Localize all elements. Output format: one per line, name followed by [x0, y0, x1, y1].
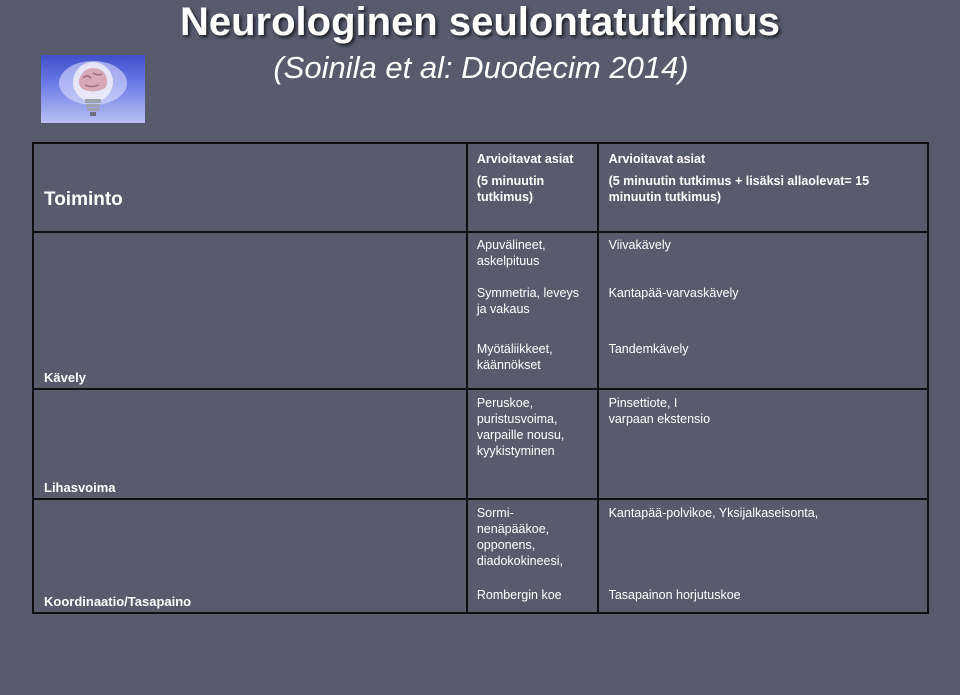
row-label-koordinaatio: Koordinaatio/Tasapaino [44, 594, 192, 609]
header-col3-sub [598, 173, 928, 232]
row-label-cell [33, 499, 467, 613]
header-col2 [467, 143, 598, 173]
kavely-col3-cell [598, 232, 928, 389]
table-row-koordinaatio [33, 499, 928, 613]
slide-title: Neurologinen seulontatutkimus [179, 0, 781, 44]
lihasvoima-col2-cell [467, 389, 598, 499]
row-label-cell [33, 232, 467, 389]
header-col3 [598, 143, 928, 173]
subtitle-text: (Soinila et al: Duodecim 2014) [273, 50, 689, 85]
table-header-row [33, 143, 928, 173]
list-item: Kantapää-polvikoe, Yksijalkaseisonta, [608, 506, 819, 520]
list-item: Tasapainon horjutuskoe [608, 588, 741, 602]
list-item: Kantapää-varvaskävely [608, 286, 739, 300]
row-label-lihasvoima: Lihasvoima [44, 480, 116, 495]
row-label-cell [33, 389, 467, 499]
list-item: Sormi-nenäpääkoe, opponens, diadokokineesi, [476, 506, 564, 568]
table-row-kavely [33, 232, 928, 389]
list-item: Symmetria, leveys ja vakaus [476, 286, 579, 316]
list-item: Myötäliikkeet, käännökset [476, 342, 553, 372]
list-item: Viivakävely [608, 238, 671, 252]
col3-title: Arvioitavat asiat [608, 152, 706, 166]
header-col2-sub [467, 173, 598, 232]
list-item: Peruskoe, puristusvoima, varpaille nousu, kyykistyminen [476, 396, 565, 458]
screening-table [32, 142, 929, 614]
kavely-col2-cell [467, 232, 598, 389]
koordinaatio-col2-cell [467, 499, 598, 613]
row-label-kavely: Kävely [44, 370, 86, 385]
list-item: Pinsettiote, I varpaan ekstensio [608, 396, 711, 426]
col3-sub: (5 minuutin tutkimus + lisäksi allaolevat= 15 minuutin tutkimus) [608, 174, 870, 204]
brain-lightbulb-icon [41, 55, 145, 123]
header-col1 [33, 143, 467, 232]
list-item: Rombergin koe [476, 588, 562, 602]
lihasvoima-col3-cell [598, 389, 928, 499]
list-item: Apuvälineet, askelpituus [476, 238, 546, 268]
col2-title: Arvioitavat asiat [476, 152, 574, 166]
list-item: Tandemkävely [608, 342, 689, 356]
toiminto-label: Toiminto [44, 188, 123, 210]
koordinaatio-col3-cell [598, 499, 928, 613]
col2-sub: (5 minuutin tutkimus) [476, 174, 545, 204]
table-row-lihasvoima [33, 389, 928, 499]
